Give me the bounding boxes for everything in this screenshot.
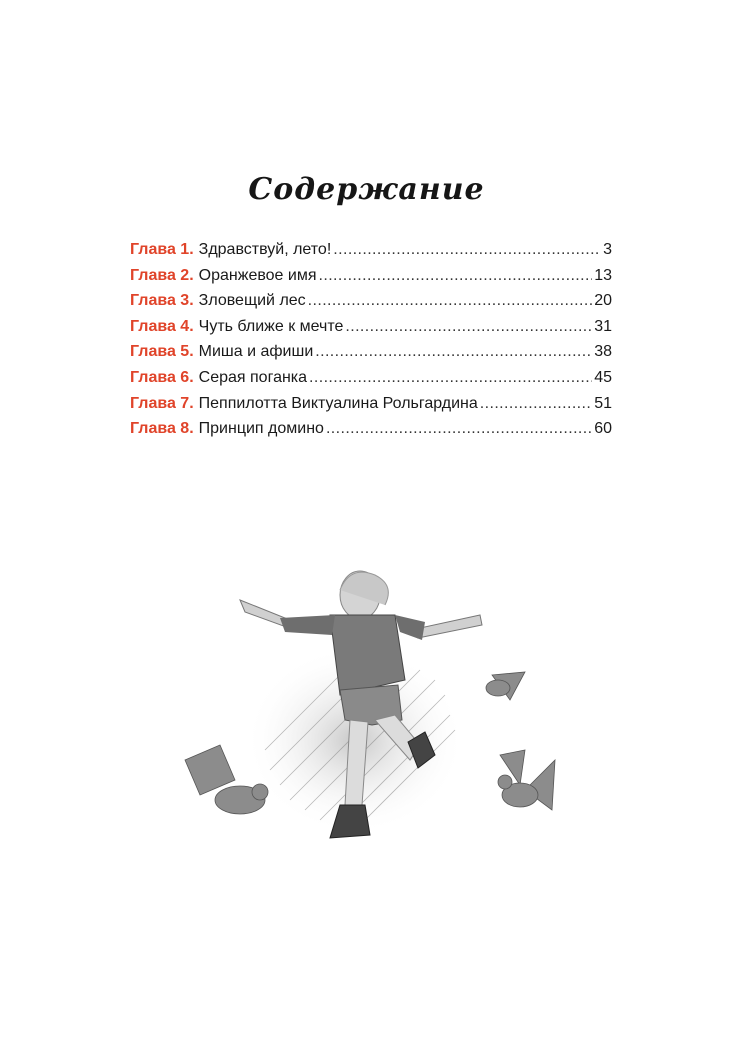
chapter-title: Миша и афиши (198, 343, 314, 361)
chapter-title: Оранжевое имя (198, 266, 317, 284)
dot-leader (326, 420, 592, 438)
chapter-title: Чуть ближе к мечте (198, 317, 344, 335)
toc-entry[interactable] (130, 395, 612, 421)
toc-entry[interactable] (130, 292, 612, 318)
dot-leader (480, 395, 592, 413)
chapter-label: Глава 5. (130, 343, 194, 361)
table-of-contents (130, 241, 612, 446)
chapter-label: Глава 6. (130, 368, 194, 386)
dot-leader (309, 369, 592, 387)
page-title: Содержание (248, 172, 485, 207)
page-number: 60 (594, 420, 612, 438)
page-number: 38 (594, 343, 612, 361)
dot-leader (345, 318, 592, 336)
chapter-title: Зловещий лес (198, 292, 306, 310)
page-number: 20 (594, 292, 612, 310)
chapter-label: Глава 4. (130, 317, 194, 335)
toc-entry[interactable] (130, 241, 612, 267)
page-number: 3 (603, 241, 612, 258)
pigeon-top-right (486, 672, 525, 700)
chapter-label: Глава 2. (130, 266, 194, 284)
chapter-label: Глава 3. (130, 292, 194, 310)
page-number: 31 (594, 317, 612, 335)
illustration-running-girl-with-pigeons (180, 560, 560, 860)
toc-entry[interactable] (130, 369, 612, 395)
chapter-title: Принцип домино (198, 420, 324, 438)
chapter-title: Здравствуй, лето! (198, 241, 332, 258)
toc-entry[interactable] (130, 343, 612, 369)
chapter-label: Глава 7. (130, 394, 194, 412)
toc-entry[interactable] (130, 420, 612, 446)
toc-entry[interactable] (130, 318, 612, 344)
dot-leader (319, 267, 593, 285)
toc-entry[interactable] (130, 267, 612, 293)
dot-leader (315, 343, 592, 361)
chapter-title: Пеппилотта Виктуалина Рольгардина (198, 394, 478, 412)
chapter-label: Глава 8. (130, 420, 194, 438)
dot-leader (333, 241, 601, 259)
page-number: 45 (594, 368, 612, 386)
page-number: 13 (594, 266, 612, 284)
dot-leader (308, 292, 593, 310)
chapter-title: Серая поганка (198, 368, 308, 386)
page-number: 51 (594, 394, 612, 412)
chapter-label: Глава 1. (130, 241, 194, 258)
pigeon-bottom-right (498, 750, 555, 810)
